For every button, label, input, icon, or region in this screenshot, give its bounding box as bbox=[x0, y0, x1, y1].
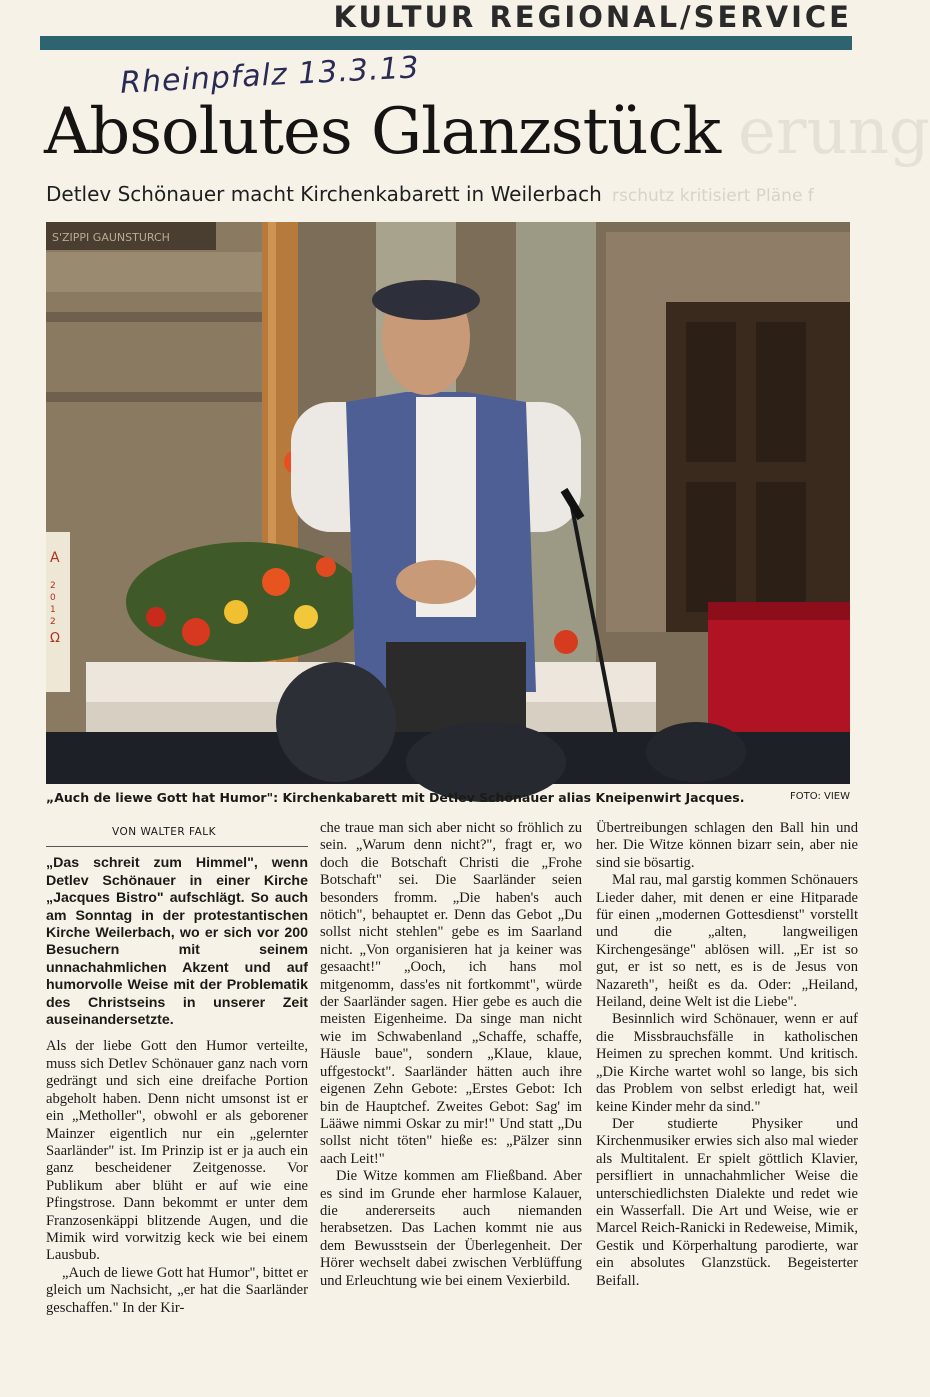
altar-letter-omega: Ω bbox=[50, 631, 60, 646]
article-paragraph: Als der liebe Gott den Humor verteilte, muss sich Detlev Schönauer ganz nach vorn gedrängt und sich eine dreifache Portion abgeholt haben. Denn nicht umsonst ist er ein „Metholler", obwohl er als geborener Mainzer eigentlich nur ein „gelernter Saarländer" ist. Im Prinzip ist er ja auch ein ganz bescheidener Zeitgenosse. Vor Publikum aber blüht er auf wie eine Pfingstrose. Dann bekommt er unter dem Franzosenkäppi blitzende Augen, und die Mimik wird vorwitzig keck wie bei einem Lausbub. bbox=[46, 1038, 308, 1264]
article-paragraph: Übertreibungen schlagen den Ball hin und her. Die Witze können bizarr sein, aber nie sind sie bösartig. bbox=[596, 820, 858, 871]
photo-sign-text: S'ZIPPI GAUNSTURCH bbox=[52, 231, 170, 244]
article-column-3 bbox=[596, 820, 858, 1290]
article-column-2 bbox=[320, 820, 582, 1290]
handwritten-date-note: Rheinpfalz 13.3.13 bbox=[119, 50, 421, 101]
photo-caption bbox=[46, 790, 850, 805]
article-paragraph: Mal rau, mal garstig kommen Schönauers Lieder daher, mit denen er eine Hitparade für einen „modernen Gottesdienst" vorstellt und die „alten, langweiligen Kirchengesänge" ablösen will. „Er ist so gut, er ist so nett, es is de Jesus von Nazareth", heißt es da. Oder: „Heiland, Heiland, deine Welt ist die Liebe". bbox=[596, 872, 858, 1011]
article-paragraph: che traue man sich aber nicht so fröhlich zu sein. „Warum denn nicht?", fragt er, wo doch die Botschaft Christi die „Frohe Botschaft" sei. Die Saarländer seien besonders fromm. „Die haben's auch nötich", behauptet er. Denn das Gebot „Du sollst nicht stehlen" gebe es im Saarland nicht. „Von organisieren hat ja keiner was gesaacht!" „Ooch, ich hans mol mitgenomm, dass'es nit fortkommt", würde der Saarländer sagen. Hier gebe es auch die meisten Eigenheime. Da singe man nicht wie im Schwabenland „Schaffe, schaffe, Häusle baue", sondern „Klaue, klaue, uffgestockt". Saarländer hätten auch ihre eigenen Zehn Gebote: „Erstes Gebot: Ich bin de Hauptchef. Zweites Gebot: Sag' im Lääwe nimmi Oskar zu mir!" Und statt „Du sollst nicht töten" hieße es: „Pälzer sinn aach Leit!" bbox=[320, 820, 582, 1167]
altar-digit-1: 2 bbox=[50, 581, 56, 591]
subheadline: Detlev Schönauer macht Kirchenkabarett in Weilerbach bbox=[46, 182, 602, 206]
headline: Absolutes Glanzstück bbox=[44, 95, 721, 169]
article-photo bbox=[46, 222, 850, 784]
article-column-1 bbox=[46, 818, 308, 1317]
article-paragraph: Besinnlich wird Schönauer, wenn er auf die Missbrauchsfälle in katholischen Heimen zu sprechen kommt. Und kritisch. „Die Kirche wartet wohl so lange, bis sich das Problem von selbst erledigt hat, weil keine Kinder mehr da sind." bbox=[596, 1011, 858, 1115]
ghost-headline: erung bbox=[738, 95, 930, 169]
caption-quote: „Auch de liewe Gott hat Humor": bbox=[46, 790, 279, 805]
article-paragraph: Die Witze kommen am Fließband. Aber es sind im Grunde eher harmlose Kalauer, die andererseits auch niemanden herabsetzen. Das Lachen kommt nie aus dem Bewusstsein der Überlegenheit. Der Hörer wechselt dabei zwischen Verblüffung und Erleuchtung wie bei einem Vexierbild. bbox=[320, 1168, 582, 1289]
header-rule bbox=[40, 36, 852, 50]
altar-digit-4: 2 bbox=[50, 617, 56, 627]
article-paragraph: Der studierte Physiker und Kirchenmusiker erwies sich also mal wieder als Multitalent. Er spielt göttlich Klavier, persifliert in unnachahmlicher Weise die unterschiedlichsten Dialekte und redet wie ein Wasserfall. Die Art und Weise, wie er Marcel Reich-Ranicki in Redeweise, Mimik, Gestik und Körperhaltung parodierte, war ein absolutes Glanzstück. Begeisterter Beifall. bbox=[596, 1115, 858, 1289]
caption-text: Kirchenkabarett mit Detlev Schönauer alias Kneipenwirt Jacques. bbox=[278, 790, 745, 805]
byline: VON WALTER FALK bbox=[46, 818, 308, 847]
altar-digit-3: 1 bbox=[50, 605, 56, 615]
article-lead: „Das schreit zum Himmel", wenn Detlev Schönauer in einer Kirche „Jacques Bistro" aufschlägt. So auch am Sonntag in der protestantischen Kirche Weilerbach, wo er sich vor 200 Besuchern mit seinem unnachahmlichen Akzent und auf humorvolle Weise mit der Problematik des Christseins in unserer Zeit auseinandersetzte. bbox=[46, 855, 308, 1029]
article-paragraph: „Auch de liewe Gott hat Humor", bittet er gleich um Nachsicht, „er hat die Saarländer geschaffen." In der Kir- bbox=[46, 1264, 308, 1316]
altar-digit-2: 0 bbox=[50, 593, 56, 603]
ghost-subheadline: rschutz kritisiert Pläne f bbox=[612, 186, 814, 206]
altar-letter-a: A bbox=[50, 550, 60, 566]
photo-credit: FOTO: VIEW bbox=[790, 791, 850, 802]
stage-photo-illustration bbox=[46, 222, 850, 784]
section-header: KULTUR REGIONAL/SERVICE bbox=[333, 0, 852, 34]
